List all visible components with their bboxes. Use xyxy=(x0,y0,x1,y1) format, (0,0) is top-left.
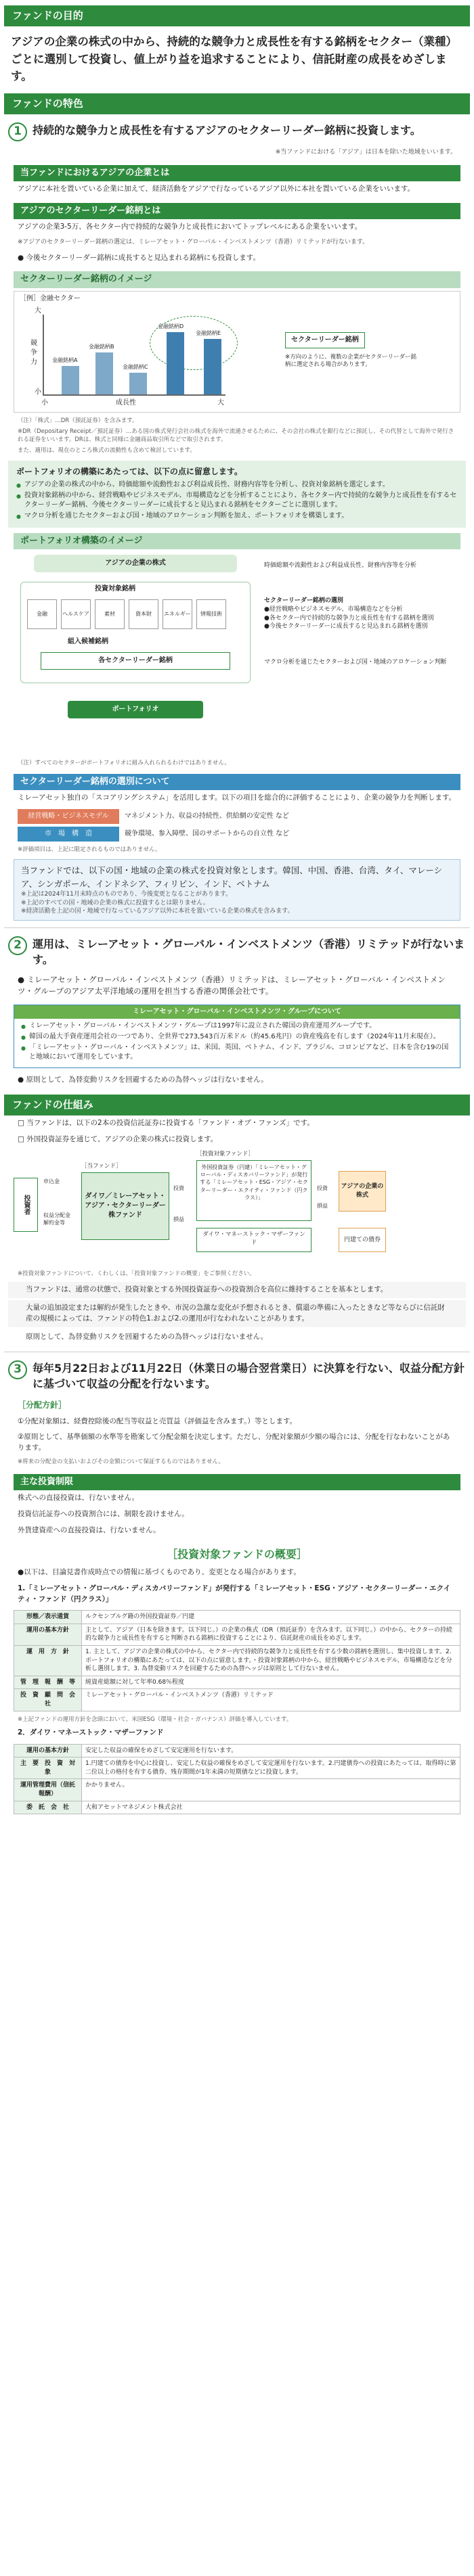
overview-lead: ●以下は、目論見書作成時点での情報に基づくものであり、変更となる場合があります。 xyxy=(18,1568,301,1577)
asia-note: ※当ファンドにおける「アジア」は日本を除いた地域をいいます。 xyxy=(275,148,456,156)
sub-text: アジアに本社を置いている企業に加えて、経済活動をアジアで行なっているアジア以外に本社を置いている企業をいいます。 xyxy=(18,185,415,193)
flow-label: 損益 xyxy=(317,1202,328,1209)
sector-box: エネルギー xyxy=(163,599,192,629)
structure-header: ファンドの仕組み xyxy=(4,1095,470,1116)
axis-big: 大 xyxy=(35,306,41,315)
table-value: かかりません。 xyxy=(82,1779,460,1801)
overview-table-1 xyxy=(14,1610,460,1711)
investor-box: 投資者 xyxy=(14,1178,38,1232)
flow-label: 申込金 xyxy=(43,1178,60,1184)
asia-stocks-box: アジアの企業の株式 xyxy=(339,1171,386,1212)
table-value: 1. 主として、アジアの企業の株式の中から、セクター内で持続的な競争力と成長性を有する少数の銘柄を選別し、集中投資します。2. ポートフォリオの構築にあたっては、以下の点に留意します。・投資対象銘柄の中から、経営戦略やビジネスモデル、市場構造などを分析し選別します。3. 為替変動リスクを回避するための為替ヘッジは原則として行ないません。 xyxy=(82,1646,460,1676)
sub-heading: 当ファンドにおけるアジアの企業とは xyxy=(14,165,460,181)
table-key: 委 託 会 社 xyxy=(14,1801,82,1814)
table-value: 1.円建ての債券を中心に投資し、安定した収益の確保をめざして安定運用を行ないます。2.円建債券への投資にあたっては、取得時に第二位以上の格付を有する債券、残存期間が1年未満の短期債などに投資します。 xyxy=(82,1757,460,1779)
stock-label-c: 金融銘柄C xyxy=(123,363,148,370)
portfolio-title: ポートフォリオの構築にあたっては、以下の点に留意します。 xyxy=(16,466,242,476)
fund-box: ダイワ／ミレーアセット・アジア・セクターリーダー株ファンド xyxy=(81,1172,169,1240)
point-title: 毎年5月22日および11月22日（休業日の場合翌営業日）に決算を行ない、収益分配方針に基づいて収益の分配を行ないます。 xyxy=(33,1362,465,1391)
side-text: 時価総額や流動性および利益成長性、財務内容等を分析 xyxy=(264,561,417,569)
target-label: ［投資対象ファンド］ xyxy=(196,1150,254,1157)
point-2 xyxy=(8,936,466,967)
p3-sub: ［分配方針］ xyxy=(18,1400,67,1410)
limits-item: 投資信託証券への投資割合には、制限を設けません。 xyxy=(18,1510,189,1519)
flow-label: 収益分配金 解約金等 xyxy=(43,1212,70,1226)
bullet: ● 今後セクターリーダー銘柄に成長すると見込まれる銘柄にも投資します。 xyxy=(18,253,260,262)
table-key: 投 資 顧 問 会 社 xyxy=(14,1689,82,1711)
process-diagram xyxy=(14,552,460,755)
purpose-section xyxy=(0,5,474,93)
stock-label-d: 金融銘柄D xyxy=(158,323,184,329)
process-portfolio: ポートフォリオ xyxy=(68,701,203,718)
select-note: ※評価項目は、上記に限定されるものではありません。 xyxy=(18,846,161,853)
table-value: 大和アセットマネジメント株式会社 xyxy=(82,1801,460,1814)
example-label: ［例］金融セクター xyxy=(20,294,81,302)
sub-note: ※アジアのセクターリーダー銘柄の選定は、ミレーアセット・グローバル・インベストメンツ（香港）リミテッドが行ないます。 xyxy=(18,239,369,246)
target-fund-1: 外国投資証券（円建）「ミレーアセット・グローバル・ディスカバリーファンド」が発行する「ミレーアセット・ESG・アジア・セクターリーダー・エクイティ・ファンド（円クラス）」 xyxy=(196,1160,311,1221)
sub-text: アジアの企業3-5万、各セクター内で持続的な競争力と成長性においてトップレベルにある企業をいいます。 xyxy=(18,223,362,231)
point-number: 3 xyxy=(8,1360,27,1379)
stock-label-a: 金融銘柄A xyxy=(52,356,78,363)
mid-note: 原則として、為替変動リスクを回避するための為替ヘッジは行ないません。 xyxy=(26,1332,268,1341)
footnote: また、適用は、現在のところ株式の流動性も含めて検討しています。 xyxy=(18,447,196,455)
group-box xyxy=(14,1005,460,1068)
bonds-box: 円建ての債券 xyxy=(339,1228,386,1252)
process-universe: 投資対象銘柄 xyxy=(95,584,135,593)
point-number: 2 xyxy=(8,936,27,955)
limits-title: 主な投資制限 xyxy=(14,1474,460,1490)
stock-label-e: 金融銘柄E xyxy=(196,329,221,336)
structure-diagram xyxy=(14,1151,460,1266)
stock-bar-c xyxy=(129,373,147,394)
x-axis xyxy=(43,394,225,396)
table-value: ルクセンブルグ籍の外国投資証券／円建 xyxy=(82,1611,460,1624)
bullet-text: 原則として、為替変動リスクを回避するための為替ヘッジは行ないません。 xyxy=(26,1075,268,1084)
axis-small: 小 xyxy=(35,388,41,396)
table-value: ミレーアセット・グローバル・インベストメンツ（香港）リミテッド xyxy=(82,1689,460,1711)
structure-line: □ 当ファンドは、以下の2本の投資信託証券に投資する「ファンド・オブ・ファンズ」です。 xyxy=(18,1119,314,1128)
p3-item: ①分配対象額は、経費控除後の配当等収益と売買益（評価益を含みます。）等とします。 xyxy=(18,1417,297,1425)
stock-bar-a xyxy=(62,366,79,394)
process-note: （注）すべてのセクターがポートフォリオに組み入れられるわけではありません。 xyxy=(18,759,230,766)
stock-bar-e xyxy=(204,339,221,394)
axis-small-x: 小 xyxy=(41,398,48,407)
overview-note: ※上記ファンドの運用方針を念頭において、米国ESG（環境・社会・ガバナンス）評価を導入しています。 xyxy=(18,1716,293,1723)
sector-box: ヘルスケア xyxy=(61,599,91,629)
divider xyxy=(4,927,470,928)
select-value: 競争環境、参入障壁、国のサポートからの自立性 など xyxy=(125,829,290,837)
table-key: 運用管理費用（信託報酬） xyxy=(14,1779,82,1801)
select-key: 市 場 構 造 xyxy=(18,827,119,842)
overview-title: ［投資対象ファンドの概要］ xyxy=(167,1547,307,1561)
stock-bar-d xyxy=(167,332,184,394)
select-title: セクターリーダー銘柄の選別について xyxy=(14,774,460,790)
portfolio-item: ● 投資対象銘柄の中から、経営戦略やビジネスモデル、市場構造などを分析することにより、各セクター内で持続的な競争力と成長性を有するセクターリーダー銘柄、今後セクターリーダーに成長すると見込まれる銘柄をセクターごとに選別します。 xyxy=(16,491,458,510)
process-title: ポートフォリオ構築のイメージ xyxy=(14,533,460,549)
sector-row xyxy=(27,599,226,629)
countries-box xyxy=(14,859,460,921)
table-value: 安定した収益の確保をめざして安定運用を行ないます。 xyxy=(82,1744,460,1757)
group-item: ● 韓国の最大手資産運用会社の一つであり、全世界で273,543百万米ドル（約45.6兆円）の資産残高を有します（2024年11月末現在）。 xyxy=(21,1032,453,1042)
side-text: ●今後セクターリーダーに成長すると見込まれる銘柄を選別 xyxy=(264,623,428,630)
purpose-text: アジアの企業の株式の中から、持続的な競争力と成長性を有する銘柄をセクター（業種）ごとに選別して投資し、値上がり益を追求することにより、信託財産の成長をめざします。 xyxy=(11,35,458,83)
select-key: 経営戦略・ビジネスモデル xyxy=(18,809,119,824)
axis-big-x: 大 xyxy=(217,398,224,407)
point-number: 1 xyxy=(8,122,27,141)
y-axis-label: 競争力 xyxy=(30,339,37,366)
countries-note: ※上記は2024年11月末時点のものであり、今後変更となることがあります。 xyxy=(21,891,232,898)
group-item: ● ミレーアセット・グローバル・インベストメンツ・グループは1997年に設立された韓国の資産運用グループです。 xyxy=(21,1021,453,1031)
target-fund-2: ダイワ・マネーストック・マザーファンド xyxy=(196,1228,311,1252)
footnote: ※DR（Depositary Receipt／預託証券）…ある国の株式発行会社の株式を海外で流通させるために、その会社の株式を銀行などに預託し、その代替として海外で発行される証券をいいます。DRは、株式と同様に金融商品取引所などで取引されます。 xyxy=(18,428,454,444)
table-key: 管 理 報 酬 等 xyxy=(14,1676,82,1689)
sector-box: 情報技術 xyxy=(196,599,226,629)
countries-note: ※上記のすべての国・地域の企業の株式に投資するとは限りません。 xyxy=(21,899,209,906)
leader-label: セクターリーダー銘柄 xyxy=(285,332,365,348)
footnote: （注）「株式」…DR（預託証券）を含みます。 xyxy=(18,417,138,424)
bullet-text: 今後セクターリーダー銘柄に成長すると見込まれる銘柄にも投資します。 xyxy=(26,253,260,262)
select-value: マネジメント力、収益の持続性、供給網の安定性 など xyxy=(125,812,289,820)
table-key: 運用の基本方針 xyxy=(14,1624,82,1645)
structure-note: ※投資対象ファンドについて、くわしくは、「投資対象ファンドの概要」をご参照ください。 xyxy=(18,1270,255,1277)
point-title: 運用は、ミレーアセット・グローバル・インベストメンツ（香港）リミテッドが行ないます。 xyxy=(33,937,465,967)
process-candidates: 組入候補銘柄 xyxy=(68,637,108,645)
features-header: ファンドの特色 xyxy=(4,93,470,114)
countries-note: ※経済活動を上記の国・地域で行なっているアジア以外に本社を置いている企業の株式を含みます。 xyxy=(21,908,294,915)
sector-box: 金融 xyxy=(27,599,57,629)
p3-item: ②原則として、基準価額の水準等を勘案して分配金額を決定します。ただし、分配対象額が少額の場合には、分配を行なわないことがあります。 xyxy=(18,1433,450,1452)
limits-item: 外貨建資産への直接投資は、行ないません。 xyxy=(18,1525,160,1534)
process-side xyxy=(264,561,447,667)
portfolio-item: ● アジアの企業の株式の中から、時価総額や流動性および利益成長性、財務内容等を分析し、投資対象銘柄を選定します。 xyxy=(16,480,458,490)
side-text: マクロ分析を通じたセクターおよび国・地域のアロケーション判断 xyxy=(264,658,447,666)
point-1 xyxy=(8,122,466,141)
side-text: セクターリーダー銘柄の選別 xyxy=(264,597,343,605)
table-value: 主として、アジア（日本を除きます。以下同じ。）の企業の株式（DR（預託証券）を含みます。以下同じ。）の中から、セクターの持続的な競争力と成長性を有すると判断される銘柄に投資することにより、信託財産の成長をめざします。 xyxy=(82,1624,460,1645)
sector-box: 素材 xyxy=(95,599,125,629)
limits-item: 株式への直接投資は、行ないません。 xyxy=(18,1494,139,1502)
structure-line-text: 外国投資証券を通じて、アジアの企業の株式に投資します。 xyxy=(26,1135,218,1144)
process-leaders: 各セクターリーダー銘柄 xyxy=(41,652,230,670)
bullet-text: ミレーアセット・グローバル・インベストメンツ（香港）リミテッドは、ミレーアセット・グローバル・インベストメンツ・グループのアジア太平洋地域の運用を担当する香港の関係会社です。 xyxy=(18,975,446,996)
mid-note: 大量の追加設定または解約が発生したときや、市況の急激な変化が予想されるとき、償還の準備に入ったときなど等ならびに信託財産の規模によっては、ファンドの特色1.および2.の運用が行なわれないことがあります。 xyxy=(8,1300,466,1327)
mid-note: 当ファンドは、通常の状態で、投資対象とする外国投資証券への投資割合を高位に維持することを基本とします。 xyxy=(8,1282,466,1298)
table-key: 形態／表示通貨 xyxy=(14,1611,82,1624)
table-key: 運 用 方 針 xyxy=(14,1646,82,1676)
y-axis xyxy=(43,315,44,394)
point-3 xyxy=(8,1360,466,1392)
point-title: 持続的な競争力と成長性を有するアジアのセクターリーダー銘柄に投資します。 xyxy=(33,123,421,137)
table-value: 純資産総額に対して年率0.68％程度 xyxy=(82,1676,460,1689)
table-key: 主 要 投 資 対 象 xyxy=(14,1757,82,1779)
purpose-header: ファンドの目的 xyxy=(4,5,470,26)
select-rows xyxy=(18,809,456,842)
fund-note: ［当ファンド］ xyxy=(81,1162,122,1170)
image-title: セクターリーダー銘柄のイメージ xyxy=(14,271,460,288)
overview-sub2: 2．ダイワ・マネーストック・マザーファンド xyxy=(18,1728,164,1736)
group-item: ● 「ミレーアセット・グローバル・インベストメンツ」は、米国、英国、ベトナム、インド、ブラジル、コロンビアなど、日本を含む19の国と地域において運用をしています。 xyxy=(21,1043,453,1062)
mid-notes xyxy=(8,1282,466,1345)
flow-label: 投資 xyxy=(173,1184,184,1191)
leader-note: ※方向のように、複数の企業がセクターリーダー銘柄に選定される場合があります。 xyxy=(285,353,416,369)
overview-sub1: 1.「ミレーアセット・グローバル・ディスカバリーファンド」が発行する「ミレーアセット・ESG・アジア・セクターリーダー・エクイティ・ファンド（円クラス）」 xyxy=(18,1584,451,1603)
flow-label: 投資 xyxy=(317,1184,328,1191)
overview-table-2 xyxy=(14,1744,460,1815)
select-text: ミレーアセット独自の「スコアリングシステム」を活用します。以下の項目を総合的に評価することにより、企業の競争力を判断します。 xyxy=(18,794,456,802)
features-section xyxy=(0,93,474,457)
structure-line: □ 外国投資証券を通じて、アジアの企業の株式に投資します。 xyxy=(18,1135,218,1144)
countries-text: 当ファンドでは、以下の国・地域の企業の株式を投資対象とします。韓国、中国、香港、台湾、タイ、マレーシア、シンガポール、インドネシア、フィリピン、インド、ベトナム xyxy=(21,865,443,889)
p3-note: ※将来の分配金の支払いおよびその金額について保証するものではありません。 xyxy=(18,1458,224,1465)
p2-bullet: ● ミレーアセット・グローバル・インベストメンツ（香港）リミテッドは、ミレーアセット・グローバル・インベストメンツ・グループのアジア太平洋地域の運用を担当する香港の関係会社です。 xyxy=(18,975,446,996)
stock-label-b: 金融銘柄B xyxy=(89,343,114,350)
flow-label: 損益 xyxy=(173,1216,184,1222)
side-text: ●経営戦略やビジネスモデル、市場構造などを分析 xyxy=(264,605,403,613)
sub-heading: アジアのセクターリーダー銘柄とは xyxy=(14,203,460,219)
table-key: 運用の基本方針 xyxy=(14,1744,82,1757)
process-top: アジアの企業の株式 xyxy=(34,555,237,572)
structure-line-text: 当ファンドは、以下の2本の投資信託証券に投資する「ファンド・オブ・ファンズ」です。 xyxy=(26,1119,314,1128)
leader-image xyxy=(14,291,460,413)
group-title: ミレーアセット・グローバル・インベストメンツ・グループについて xyxy=(14,1005,460,1019)
portfolio-item: ● マクロ分析を通じたセクターおよび国・地域のアロケーション判断を加え、ポートフォリオを構築します。 xyxy=(16,511,458,521)
stock-bar-b xyxy=(95,352,113,394)
portfolio-box xyxy=(8,461,466,528)
side-text: ●各セクター内で持続的な競争力と成長性を有する銘柄を選別 xyxy=(264,614,434,622)
sector-box: 資本財 xyxy=(129,599,158,629)
p2-bullet2: ● 原則として、為替変動リスクを回避するための為替ヘッジは行ないません。 xyxy=(18,1075,268,1084)
x-axis-label: 成長性 xyxy=(116,398,136,407)
